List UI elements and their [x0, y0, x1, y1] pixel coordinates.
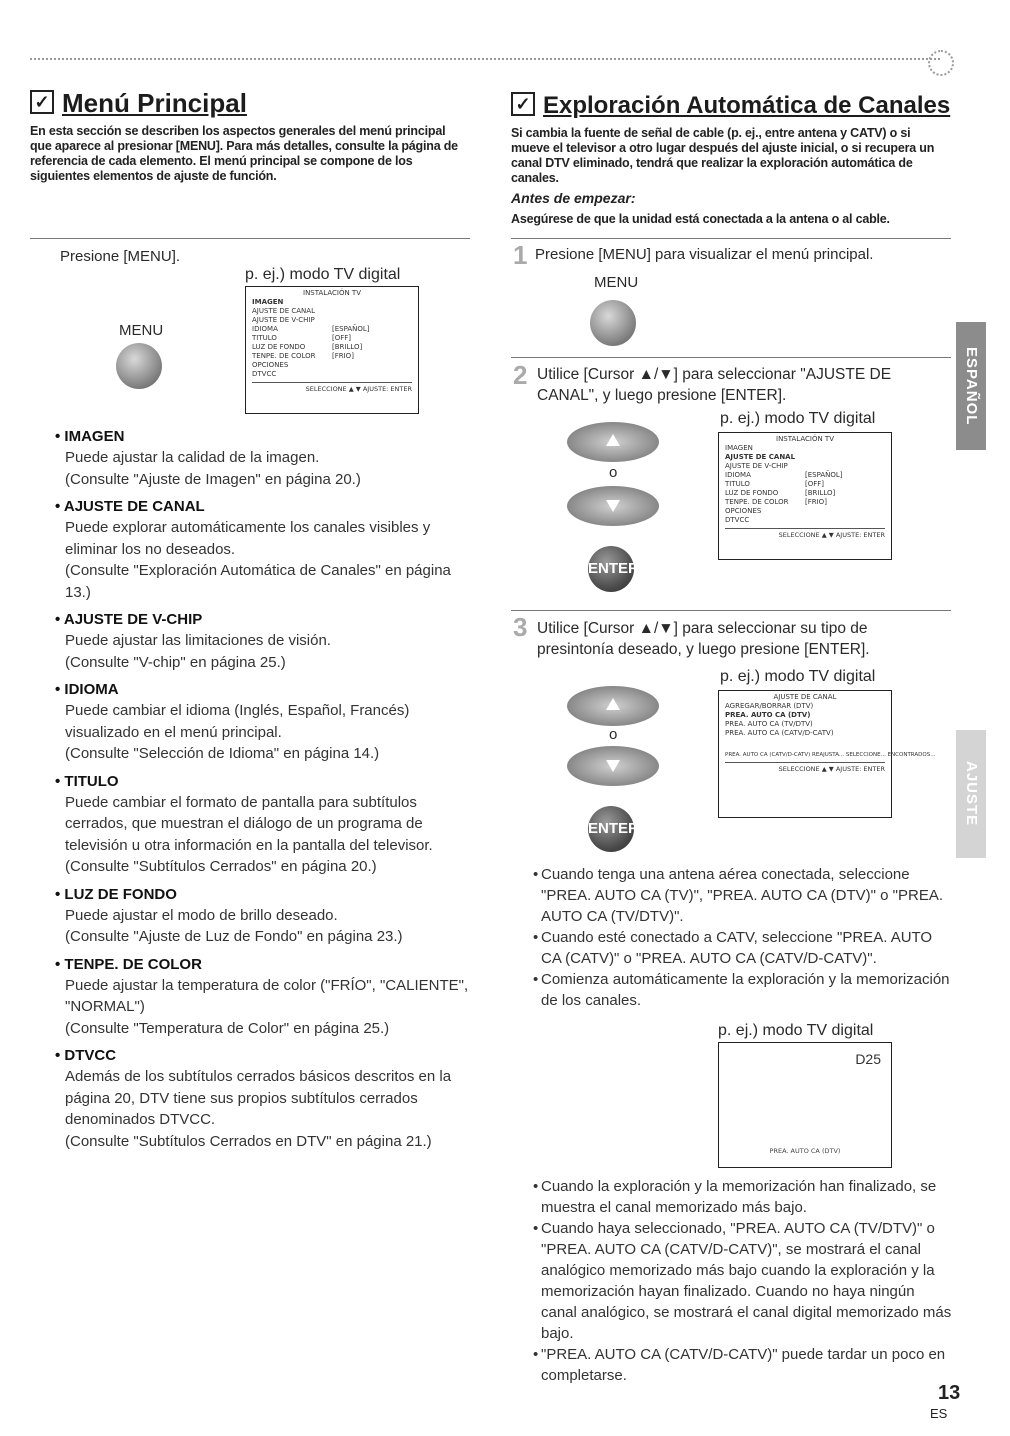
menu-button-label: MENU	[119, 322, 164, 339]
menu-screen-row	[252, 361, 412, 370]
menu-row-label: IMAGEN	[725, 444, 753, 452]
menu-screen-row	[725, 507, 885, 516]
menu-item-body: Puede cambiar el formato de pantalla para subtítulos cerrados, que muestran el diálogo de un programa de televisión u otra información en la pantalla del televisor. (Consulte "Subtítulos Cerrados" en página 20.)	[65, 793, 433, 875]
left-intro: En esta sección se describen los aspectos generales del menú principal que aparece al presionar [MENU]. Para más detalles, consulte la página de referencia de cada elemento. El menú principal se compone de los siguientes elementos de ajuste de función.	[30, 124, 458, 183]
canal-menu-screen	[718, 690, 936, 818]
top-circle-ornament	[928, 50, 954, 76]
right-rule-2	[511, 357, 951, 358]
menu-row-label: AJUSTE DE CANAL	[252, 307, 315, 315]
menu-screen-row	[725, 444, 885, 453]
menu-screen-row	[725, 453, 885, 462]
left-rule	[30, 238, 470, 239]
menu-row-value: [OFF]	[805, 480, 825, 488]
right-heading: ✓ Exploración Automática de Canales	[511, 92, 950, 120]
canal-screen-rows	[725, 702, 885, 738]
before-text: Asegúrese de que la unidad está conectada a la antena o al cable.	[511, 212, 890, 226]
bullet-icon: •	[55, 1047, 65, 1064]
cursor-up-button	[567, 422, 659, 462]
menu-row-label: AJUSTE DE V-CHIP	[252, 316, 315, 324]
menu-screen-footer: SELECCIONE ▲ ▼ AJUSTE: ENTER	[725, 528, 885, 540]
menu-item-body: Puede ajustar el modo de brillo deseado. (Consulte "Ajuste de Luz de Fondo" en página 23.)	[65, 906, 403, 945]
menu-item-title	[55, 954, 475, 975]
step-2-menu-screen	[718, 432, 892, 560]
menu-item-title	[55, 884, 475, 905]
menu-row-value: [ESPAÑOL]	[805, 471, 843, 479]
side-tab-ajuste-inicial: AJUSTE INICIAL	[956, 730, 986, 858]
bullet-icon: •	[533, 1178, 539, 1195]
bullet-text: Cuando esté conectado a CATV, seleccione "PREA. AUTO CA (CATV)" o "PREA. AUTO CA (CATV/D-CATV)".	[541, 929, 933, 967]
menu-row-label: DTVCC	[252, 370, 277, 378]
bullet-icon: •	[55, 611, 64, 628]
cursor-down-button	[567, 486, 659, 526]
left-example-label: p. ej.) modo TV digital	[245, 266, 401, 283]
left-items-list	[55, 426, 475, 1158]
bullet-item	[533, 969, 953, 1011]
menu-item-title-text: IDIOMA	[64, 681, 119, 698]
menu-item-title-text: TENPE. DE COLOR	[64, 955, 202, 973]
bullet-icon: •	[533, 866, 539, 883]
step-2-number: 2	[513, 360, 528, 390]
cursor-up-button	[567, 686, 659, 726]
menu-item-title	[55, 426, 475, 447]
menu-item-description	[55, 679, 475, 765]
menu-screen-row	[252, 316, 412, 325]
menu-item-description	[55, 771, 475, 878]
enter-button-icon: ENTER	[588, 546, 634, 592]
menu-screen-row	[252, 307, 412, 316]
menu-row-label: LUZ DE FONDO	[252, 343, 306, 351]
step-1-text: Presione [MENU] para visualizar el menú principal.	[535, 246, 874, 263]
before-label: Antes de empezar:	[511, 190, 636, 206]
menu-row-value: [FRIO]	[332, 352, 354, 360]
menu-screen-row	[252, 343, 412, 352]
menu-screen-row	[252, 352, 412, 361]
right-intro: Si cambia la fuente de señal de cable (p. ej., entre antena y CATV) o si mueve el televisor a otro lugar después del ajuste inicial, o si recupera un canal DTV eliminado, tendrá que realizar la exploración automática de canales.	[511, 126, 935, 185]
or-label: o	[609, 726, 618, 743]
bullet-icon: •	[55, 955, 65, 973]
checkbox-icon: ✓	[511, 92, 535, 116]
step-1-number: 1	[513, 240, 528, 270]
menu-screen-footer: SELECCIONE ▲ ▼ AJUSTE: ENTER	[252, 382, 412, 394]
menu-screen-row	[725, 462, 885, 471]
menu-screen-title: INSTALACIÓN TV	[303, 289, 361, 297]
canal-screen-title: AJUSTE DE CANAL	[773, 693, 837, 701]
canal-screen-footer: SELECCIONE ▲ ▼ AJUSTE: ENTER	[725, 762, 885, 774]
menu-item-title-text: LUZ DE FONDO	[64, 885, 177, 903]
step-1-button-label: MENU	[594, 274, 639, 291]
page-number: 13	[938, 1382, 961, 1404]
menu-screen-row	[725, 480, 885, 489]
menu-row-label: OPCIONES	[725, 507, 762, 515]
step-3-number: 3	[513, 612, 528, 642]
page-lang: ES	[930, 1406, 948, 1421]
top-divider	[30, 58, 940, 60]
menu-item-title-text: DTVCC	[64, 1047, 117, 1064]
menu-row-value: [FRIO]	[805, 498, 827, 506]
menu-item-body: Además de los subtítulos cerrados básicos descritos en la página 20, DTV tiene sus propios subtítulos cerrados denominados DTVCC. (Consulte "Subtítulos Cerrados en DTV" en página 21.)	[65, 1068, 452, 1150]
menu-item-description	[55, 426, 475, 490]
menu-item-description	[55, 954, 475, 1040]
or-label: o	[609, 464, 618, 481]
scan-screen	[718, 1042, 892, 1168]
bullet-text: Comienza automáticamente la exploración y la memorización de los canales.	[541, 971, 950, 1009]
press-menu-text: Presione [MENU].	[60, 248, 181, 265]
bullet-icon: •	[55, 498, 64, 515]
menu-row-label: OPCIONES	[252, 361, 289, 369]
menu-button-icon	[590, 300, 636, 346]
canal-screen-note: PREA. AUTO CA (CATV/D-CATV) REAJUSTA... SELECCIONE... ENCONTRADOS...	[725, 752, 936, 758]
bullet-item	[533, 1176, 953, 1218]
canal-screen-row: PREA. AUTO CA (DTV)	[725, 711, 811, 719]
menu-row-label: AJUSTE DE V-CHIP	[725, 462, 788, 470]
step-2-example-label: p. ej.) modo TV digital	[720, 410, 876, 427]
cursor-down-button	[567, 746, 659, 786]
menu-row-label: IMAGEN	[252, 298, 284, 306]
main-menu-screen	[245, 286, 419, 414]
scan-channel: D25	[855, 1051, 881, 1067]
menu-screen-title: INSTALACIÓN TV	[776, 435, 834, 443]
bullet-item	[533, 864, 953, 927]
bullet-item	[533, 1344, 953, 1386]
bullet-text: Cuando tenga una antena aérea conectada, seleccione "PREA. AUTO CA (TV)", "PREA. AUTO CA (DTV)" o "PREA. AUTO CA (TV/DTV)".	[541, 866, 943, 925]
menu-row-label: IDIOMA	[252, 325, 278, 333]
menu-row-label: IDIOMA	[725, 471, 751, 479]
menu-item-body: Puede cambiar el idioma (Inglés, Español, Francés) visualizado en el menú principal. (Consulte "Selección de Idioma" en página 14.)	[65, 702, 410, 762]
bullet-icon: •	[55, 885, 65, 903]
canal-screen-row: AGREGAR/BORRAR (DTV)	[725, 702, 814, 710]
menu-row-label: TITULO	[725, 480, 750, 488]
menu-item-title-text: TITULO	[64, 772, 119, 790]
menu-screen-row	[725, 516, 885, 525]
menu-screen-row	[725, 471, 885, 480]
menu-row-value: [BRILLO]	[332, 343, 363, 351]
checkbox-icon: ✓	[30, 90, 54, 114]
menu-item-title-text: AJUSTE DE V-CHIP	[63, 611, 203, 628]
menu-row-value: [OFF]	[332, 334, 352, 342]
menu-screen-rows	[252, 298, 412, 379]
menu-item-description	[55, 884, 475, 948]
menu-item-body: Puede ajustar las limitaciones de visión. (Consulte "V-chip" en página 25.)	[65, 632, 331, 671]
menu-item-description	[55, 496, 475, 603]
menu-screen-row	[725, 489, 885, 498]
right-rule-1	[511, 238, 951, 239]
up-arrow-icon	[606, 434, 620, 446]
left-heading: ✓ Menú Principal	[30, 88, 247, 119]
menu-row-value: [ESPAÑOL]	[332, 325, 370, 333]
menu-row-label: AJUSTE DE CANAL	[725, 453, 796, 461]
bullet-item	[533, 1218, 953, 1344]
bullet-icon: •	[55, 428, 65, 445]
menu-screen-row	[252, 334, 412, 343]
menu-row-label: TITULO	[252, 334, 277, 342]
menu-button-icon	[116, 343, 162, 389]
menu-item-title-text: IMAGEN	[64, 428, 125, 445]
menu-screen-row	[252, 298, 412, 307]
bullet-icon: •	[55, 681, 65, 698]
menu-screen-rows	[725, 444, 885, 525]
canal-screen-row: PREA. AUTO CA (TV/DTV)	[725, 720, 813, 728]
right-rule-3	[511, 610, 951, 611]
up-arrow-icon	[606, 698, 620, 710]
canal-screen-row: PREA. AUTO CA (CATV/D-CATV)	[725, 729, 834, 737]
menu-item-description	[55, 1045, 475, 1152]
menu-screen-row	[252, 370, 412, 379]
menu-row-value: [BRILLO]	[805, 489, 836, 497]
bullet-item	[533, 927, 953, 969]
menu-item-title	[55, 609, 475, 630]
menu-item-body: Puede ajustar la temperatura de color ("FRÍO", "CALIENTE", "NORMAL") (Consulte "Temperatura de Color" en página 25.)	[65, 976, 469, 1037]
menu-row-label: TENPE. DE COLOR	[725, 498, 789, 506]
down-arrow-icon	[606, 500, 620, 512]
menu-row-label: TENPE. DE COLOR	[252, 352, 316, 360]
menu-item-title-text: AJUSTE DE CANAL	[63, 498, 205, 515]
menu-row-label: DTVCC	[725, 516, 750, 524]
menu-item-description	[55, 609, 475, 673]
menu-item-body: Puede explorar automáticamente los canales visibles y eliminar los no deseados. (Consulte "Exploración Automática de Canales" en página 13.)	[65, 519, 451, 601]
bullet-text: Cuando la exploración y la memorización han finalizado, se muestra el canal memorizado más bajo.	[541, 1178, 937, 1216]
bullet-icon: •	[55, 772, 65, 790]
menu-item-title	[55, 1045, 475, 1066]
menu-screen-row	[725, 498, 885, 507]
menu-item-body: Puede ajustar la calidad de la imagen. (Consulte "Ajuste de Imagen" en página 20.)	[65, 449, 361, 488]
bullet-icon: •	[533, 971, 539, 988]
bullet-icon: •	[533, 1346, 539, 1363]
menu-screen-row	[252, 325, 412, 334]
scan-caption: PREA. AUTO CA (DTV)	[769, 1147, 841, 1155]
bullet-text: Cuando haya seleccionado, "PREA. AUTO CA (TV/DTV)" o "PREA. AUTO CA (CATV/D-CATV)", se mostrará el canal analógico memorizado más bajo cuando la exploración y la memorización hayan finalizado. Cuando no haya ningún canal analógico, se mostrará el canal digital memorizado más bajo.	[541, 1220, 952, 1342]
menu-item-title	[55, 771, 475, 792]
bullet-icon: •	[533, 929, 539, 946]
side-tab-espanol: ESPAÑOL	[956, 322, 986, 450]
menu-row-label: LUZ DE FONDO	[725, 489, 779, 497]
step-3-example-label: p. ej.) modo TV digital	[720, 668, 876, 685]
down-arrow-icon	[606, 760, 620, 772]
bullet-icon: •	[533, 1220, 539, 1237]
step-2-text: Utilice [Cursor ▲/▼] para seleccionar "AJUSTE DE CANAL", y luego presione [ENTER].	[537, 366, 892, 404]
step-3-bullets	[533, 864, 953, 1011]
scan-example-label: p. ej.) modo TV digital	[718, 1022, 874, 1039]
result-bullets	[533, 1176, 953, 1386]
bullet-text: "PREA. AUTO CA (CATV/D-CATV)" puede tardar un poco en completarse.	[541, 1346, 946, 1384]
enter-button-icon: ENTER	[588, 806, 634, 852]
step-3-text: Utilice [Cursor ▲/▼] para seleccionar su tipo de presintonía deseado, y luego presione [ENTER].	[537, 620, 870, 658]
menu-item-title	[55, 679, 475, 700]
menu-item-title	[55, 496, 475, 517]
